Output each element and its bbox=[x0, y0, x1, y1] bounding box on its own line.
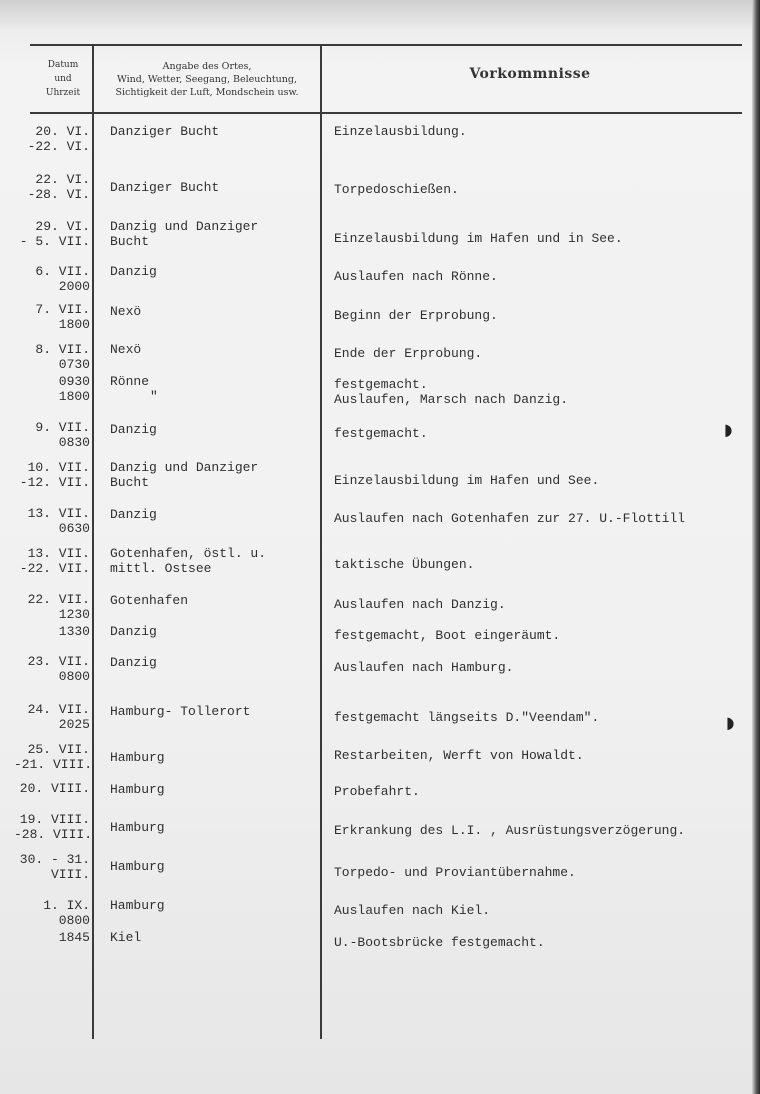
header-bottom-rule bbox=[30, 112, 742, 114]
header-place-column bbox=[100, 60, 314, 99]
margin-mark: ◗ bbox=[724, 420, 733, 439]
entry-event: Probefahrt. bbox=[334, 784, 420, 799]
entry-date: 9. VII. 0830 bbox=[35, 420, 90, 450]
entry-place: Hamburg bbox=[110, 898, 165, 913]
header-place-line: Wind, Wetter, Seegang, Beleuchtung, bbox=[117, 74, 297, 85]
entry-place: Kiel bbox=[110, 930, 142, 945]
entry-date: 29. VI. - 5. VII. bbox=[19, 219, 90, 249]
entry-date: 20. VIII. bbox=[19, 781, 90, 796]
entry-place: Nexö bbox=[110, 342, 142, 357]
entry-date: 13. VII. -22. VII. bbox=[19, 546, 90, 576]
entry-place: Gotenhafen bbox=[110, 593, 189, 608]
entry-place: Nexö bbox=[110, 304, 142, 319]
entry-event: Auslaufen nach Rönne. bbox=[334, 269, 498, 284]
entry-place: Danzig bbox=[110, 507, 157, 522]
entry-place: Danziger Bucht bbox=[110, 124, 220, 139]
entry-event: Torpedoschießen. bbox=[334, 182, 459, 197]
entry-date: 1. IX. 0800 bbox=[43, 898, 90, 928]
entry-date: 13. VII. 0630 bbox=[27, 506, 90, 536]
entry-date: 30. - 31. VIII. bbox=[19, 852, 90, 882]
entry-event: Ende der Erprobung. bbox=[334, 346, 483, 361]
entry-place: Danzig bbox=[110, 655, 157, 670]
entry-place: Hamburg bbox=[110, 820, 165, 835]
entry-event: festgemacht, Boot eingeräumt. bbox=[334, 628, 561, 643]
entry-date: 6. VII. 2000 bbox=[35, 264, 90, 294]
entry-event: Beginn der Erprobung. bbox=[334, 308, 498, 323]
entry-place: Rönne " bbox=[110, 374, 158, 404]
entry-place: Gotenhafen, östl. u. mittl. Ostsee bbox=[110, 546, 267, 576]
entry-place: Danzig bbox=[110, 624, 157, 639]
entry-event: U.-Bootsbrücke festgemacht. bbox=[334, 935, 545, 950]
entry-event: Einzelausbildung im Hafen und in See. bbox=[334, 231, 623, 246]
entry-event: Auslaufen nach Kiel. bbox=[334, 903, 491, 918]
entry-event: festgemacht. bbox=[334, 426, 428, 441]
header-place-line: Sichtigkeit der Luft, Mondschein usw. bbox=[115, 87, 299, 98]
entry-date: 8. VII. 0730 bbox=[35, 342, 90, 372]
entry-date: 22. VII. 1230 bbox=[27, 592, 90, 622]
entry-date: 20. VI. -22. VI. bbox=[27, 124, 90, 154]
header-date-line: Uhrzeit bbox=[45, 88, 81, 98]
entry-event: Auslaufen nach Danzig. bbox=[334, 597, 506, 612]
column-divider-date bbox=[92, 44, 94, 1039]
entry-date: 23. VII. 0800 bbox=[27, 654, 90, 684]
column-divider-place bbox=[320, 44, 322, 1039]
header-place-line: Angabe des Ortes, bbox=[162, 61, 252, 72]
entry-place: Danzig und Danziger Bucht bbox=[110, 460, 259, 490]
entry-event: Einzelausbildung. bbox=[334, 124, 467, 139]
page-edge bbox=[752, 0, 760, 1094]
entry-date: 19. VIII. -28. VIII. bbox=[14, 812, 93, 842]
margin-mark: ◗ bbox=[726, 713, 735, 732]
entry-place: Hamburg bbox=[110, 782, 165, 797]
entry-date: 24. VII. 2025 bbox=[27, 702, 90, 732]
entry-event: festgemacht längseits D."Veendam". bbox=[334, 710, 600, 725]
header-date-column bbox=[36, 58, 90, 100]
entry-event: Auslaufen nach Hamburg. bbox=[334, 660, 514, 675]
entry-place: Danzig bbox=[110, 422, 157, 437]
entry-place: Hamburg bbox=[110, 750, 165, 765]
entry-event: Einzelausbildung im Hafen und See. bbox=[334, 473, 600, 488]
entry-place: Danzig bbox=[110, 264, 157, 279]
entry-date: 7. VII. 1800 bbox=[35, 302, 90, 332]
entry-place: Hamburg- Tollerort bbox=[110, 704, 251, 719]
entry-event: festgemacht. Auslaufen, Marsch nach Danzig. bbox=[334, 377, 569, 407]
entry-date: 1330 bbox=[58, 624, 90, 639]
entry-date: 1845 bbox=[58, 930, 90, 945]
entry-event: Restarbeiten, Werft von Howaldt. bbox=[334, 748, 584, 763]
header-date-line: und bbox=[54, 74, 72, 84]
header-date-line: Datum bbox=[47, 60, 79, 70]
entry-place: Danziger Bucht bbox=[110, 180, 220, 195]
entry-place: Danzig und Danziger Bucht bbox=[110, 219, 259, 249]
entry-date: 10. VII. -12. VII. bbox=[19, 460, 90, 490]
entry-date: 22. VI. -28. VI. bbox=[27, 172, 90, 202]
entry-event: taktische Übungen. bbox=[334, 557, 475, 572]
entry-event: Erkrankung des L.I. , Ausrüstungsverzögerung. bbox=[334, 823, 686, 838]
top-shadow bbox=[0, 0, 760, 30]
table-top-rule bbox=[30, 44, 742, 46]
entry-event: Torpedo- und Proviantübernahme. bbox=[334, 865, 576, 880]
entry-place: Hamburg bbox=[110, 859, 165, 874]
entry-date: 0930 1800 bbox=[58, 374, 90, 404]
entry-event: Auslaufen nach Gotenhafen zur 27. U.-Flottill bbox=[334, 511, 686, 526]
entry-date: 25. VII. -21. VIII. bbox=[14, 742, 93, 772]
header-events-column: Vorkommnisse bbox=[469, 66, 591, 82]
